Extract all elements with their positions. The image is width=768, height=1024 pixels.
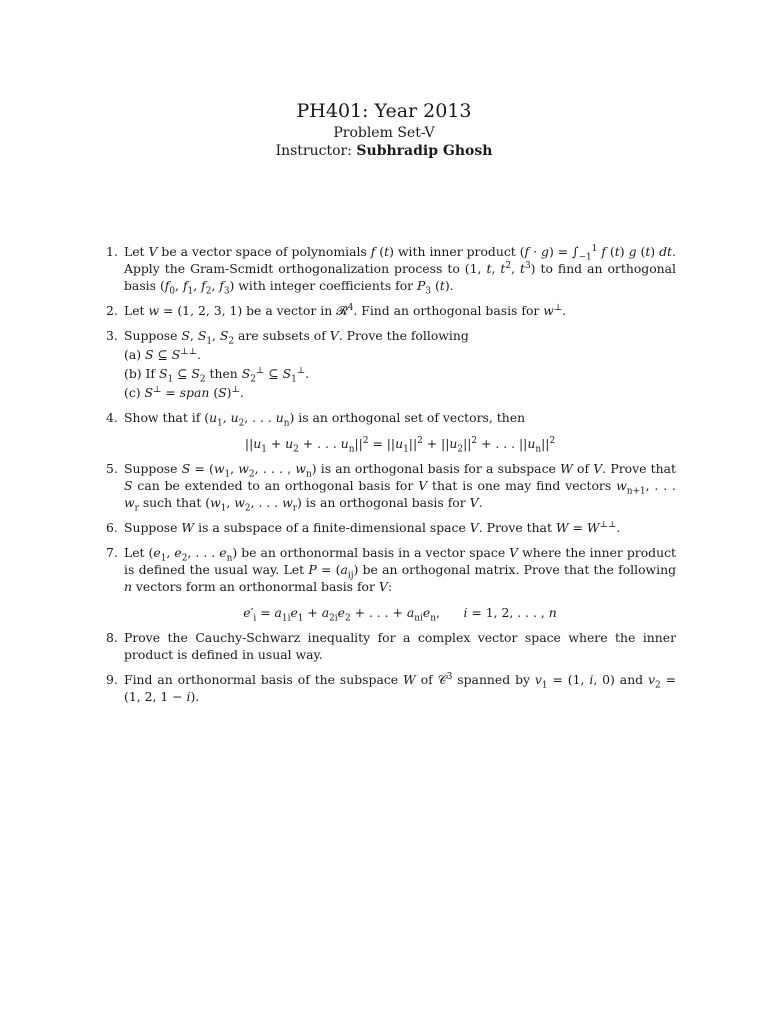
problem-number: 7. xyxy=(106,545,118,560)
problem-text: Suppose $S = (w_1$, $w_2$, . . . , $w_n$) is an orthogonal basis for a subspace W of V. Prove that S can be extended to an orthogonal basis for V that is one may find vectors $w_{n+1}$, . . . $w_r$ such that ($w_1$, $w_2$, . . . $w_r$) is an orthogonal basis for V. xyxy=(124,461,676,514)
instructor-line xyxy=(0,142,768,160)
problem-list xyxy=(106,243,676,713)
problem-number: 6. xyxy=(106,520,118,535)
problem-item-7 xyxy=(106,544,677,624)
problem-item-1 xyxy=(106,243,676,297)
course-title: PH401: Year 2013 xyxy=(296,100,472,122)
problem-item-9 xyxy=(106,671,676,705)
problem-number: 5. xyxy=(106,461,118,476)
problem-item-6 xyxy=(106,519,676,536)
problem-item-8 xyxy=(106,629,676,663)
problem-text: Show that if ($u_1$, $u_2$, . . . $u_n$) is an orthogonal set of vectors, then $||u_1 + u_2$ + . . . $u_n||^2 = ||u_1||^2 + ||u_2||^2$ + . . . $||u_n||^2$ xyxy=(124,410,556,455)
problem-text: Prove the Cauchy-Schwarz inequality for a complex vector space where the inner product is defined in usual way. xyxy=(124,630,676,662)
problem-text: Suppose S, $S_1$, $S_2$ are subsets of V. Prove the following (a) S ⊆ S⊥⊥. (b) If $S_1$ ⊆ $S_2$ then $S_2^\perp$ ⊆ $S_1^\perp$. (c) S⊥ = span (S)⊥. xyxy=(124,328,469,400)
problem-number: 1. xyxy=(106,244,118,259)
problem-number: 8. xyxy=(106,630,118,645)
problem-text: Find an orthonormal basis of the subspace W of 𝒞$^3$ spanned by $v_1 = (1$, i, 0) and $v_2 = (1$, 2, 1 − i). xyxy=(124,671,676,704)
problem-set-title: Problem Set-V xyxy=(333,125,435,141)
problem-number: 9. xyxy=(106,672,118,687)
problem-item-2 xyxy=(106,302,676,319)
problem-item-5 xyxy=(106,460,676,514)
instructor-name: Subhradip Ghosh xyxy=(356,143,493,159)
problem-text: Let ($e_1$, $e_2$, . . . $e_n$) be an orthonormal basis in a vector space V where the inner product is defined the usual way. Let $P = (a_{ij})$ be an orthogonal matrix. Prove that the following n vectors form an orthonormal basis for V: $e'_i = a_{1i}e_1 + a_{2i}e_2$ + . . . + $a_{ni}e_n$, i = 1, 2, . . . , n xyxy=(124,545,677,624)
problem-number: 2. xyxy=(106,303,118,318)
problem-text: Suppose W is a subspace of a finite-dimensional space V. Prove that W = W⊥⊥. xyxy=(124,519,621,535)
document-header xyxy=(0,100,768,160)
problem-number: 3. xyxy=(106,328,118,343)
problem-item-4 xyxy=(106,409,676,455)
problem-item-3 xyxy=(106,327,676,401)
problem-number: 4. xyxy=(106,410,118,425)
problem-text: Let V be a vector space of polynomials f (t) with inner product $(f \cdot g) = \int_{-1}^1$ f (t) g (t) dt. Apply the Gram-Scmidt orthogonalization process to (1, t, $t^2$, $t^3$) to find an orthogonal basis ($f_0$, $f_1$, $f_2$, $f_3$) with integer coefficients for $P_3$ (t). xyxy=(124,243,676,297)
instructor-label: Instructor: xyxy=(275,143,352,159)
problem-text: Let w = (1, 2, 3, 1) be a vector in 𝓡$^4$. Find an orthogonal basis for w⊥. xyxy=(124,302,567,318)
